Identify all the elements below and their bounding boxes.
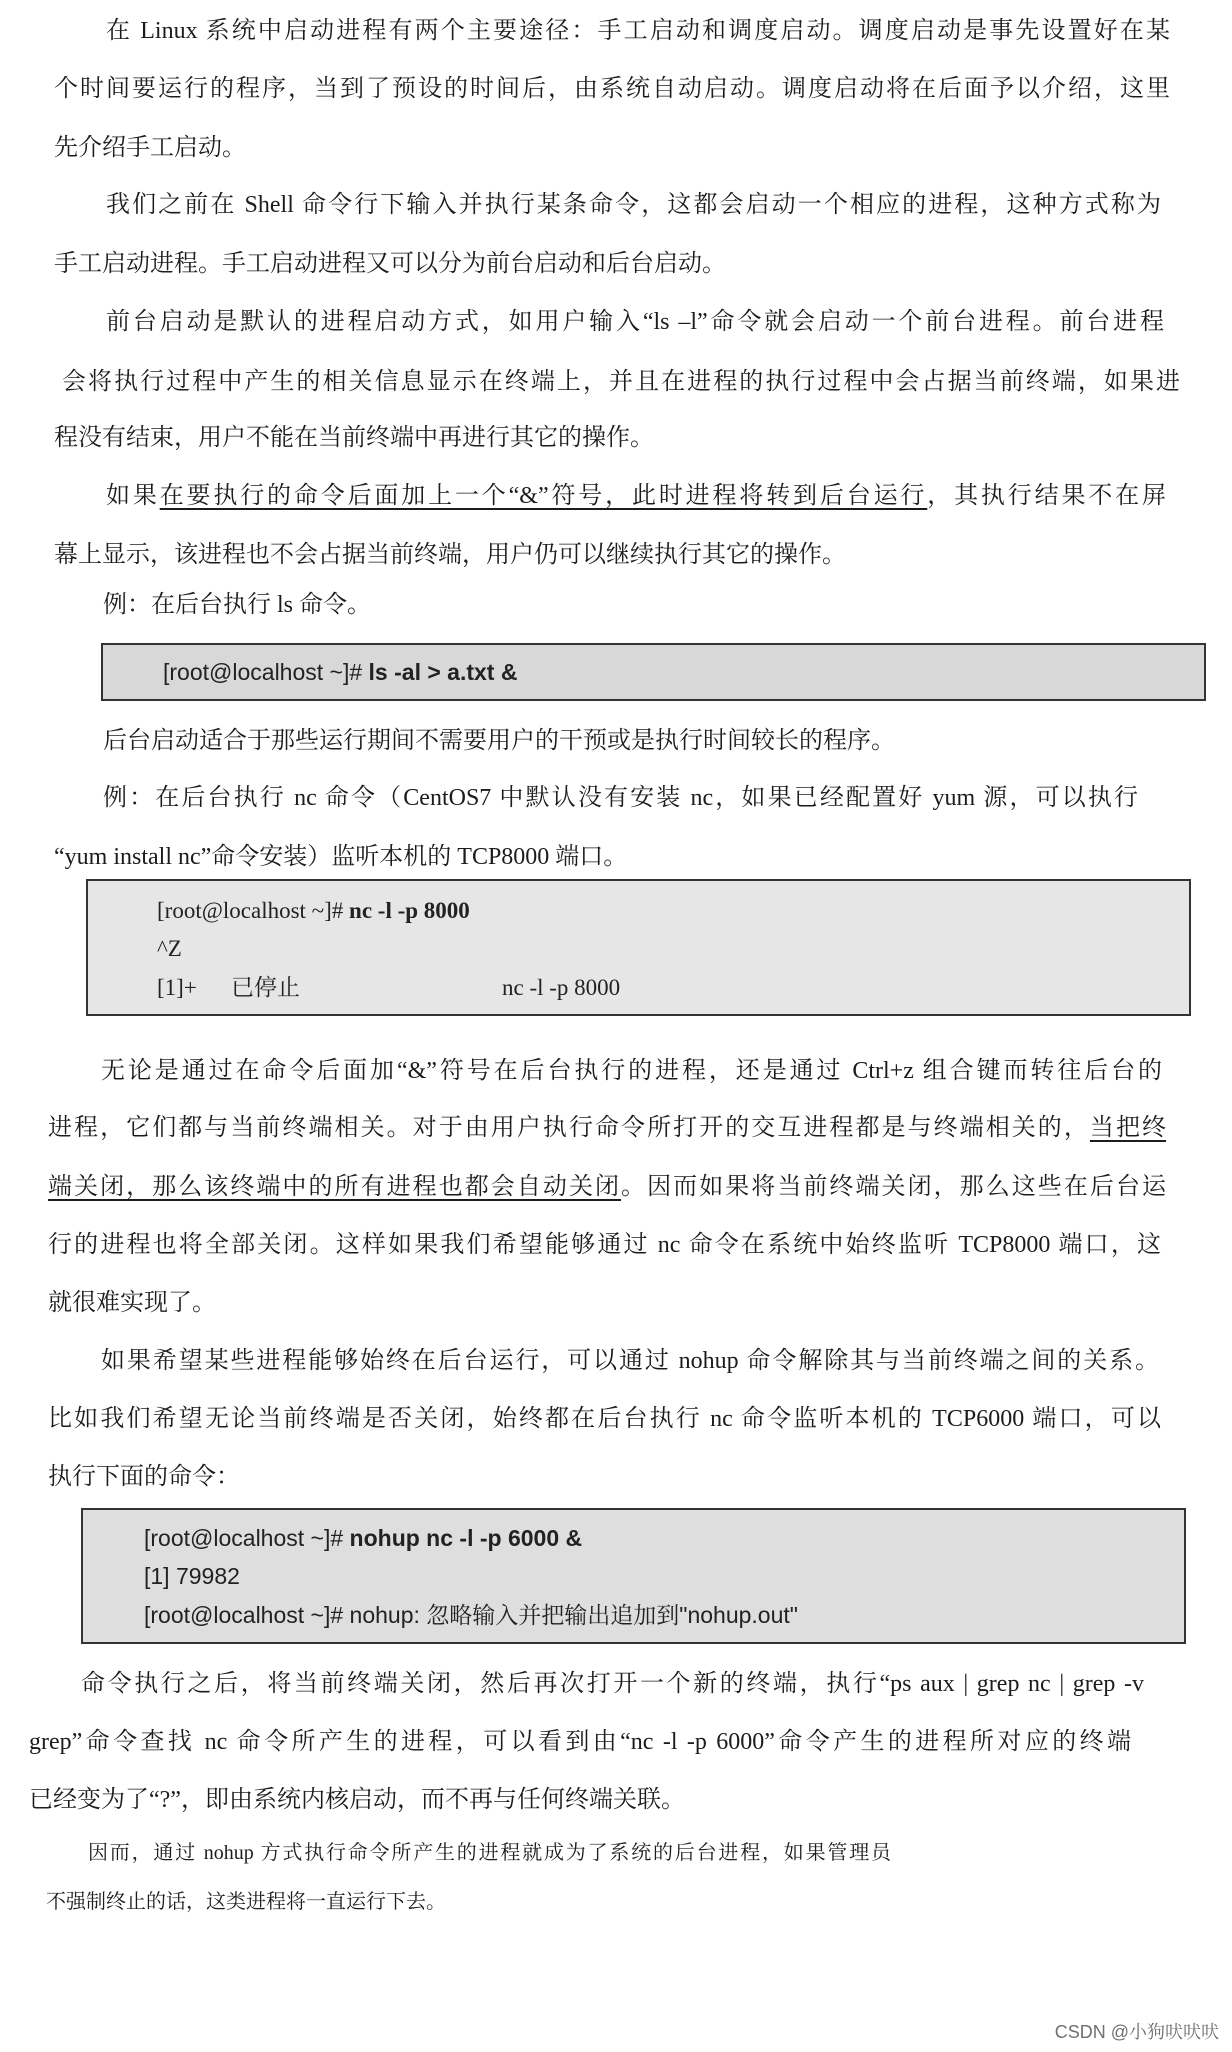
background-use-line: 后台启动适合于那些运行期间不需要用户的干预或是执行时间较长的程序。 (103, 728, 895, 754)
terminal-relation-underlined-end: 端关闭，那么该终端中的所有进程也都会自动关闭 (48, 1174, 622, 1200)
foreground-line-3: 程没有结束，用户不能在当前终端中再进行其它的操作。 (54, 425, 654, 451)
background-line-2: 幕上显示，该进程也不会占据当前终端，用户仍可以继续执行其它的操作。 (54, 542, 846, 568)
code-ls-line (163, 658, 517, 686)
code-block-nohup (81, 1508, 1186, 1644)
terminal-relation-line-3-after: 。因而如果将当前终端关闭，那么这些在后台运 (621, 1174, 1166, 1200)
shell-prompt: [root@localhost ~]# (157, 898, 344, 923)
terminal-relation-line-1: 无论是通过在命令后面加“&”符号在后台执行的进程，还是通过 Ctrl+z 组合键而转往后台的 (101, 1058, 1162, 1084)
code-nc-line-2: ^Z (157, 936, 182, 961)
code-block-ls (101, 643, 1206, 701)
conclusion-line-2: 不强制终止的话，这类进程将一直运行下去。 (46, 1891, 446, 1913)
code-nc-line-1 (157, 897, 470, 925)
nohup-intro-line-1: 如果希望某些进程能够始终在后台运行，可以通过 nohup 命令解除其与当前终端之间的关系。 (101, 1348, 1159, 1374)
intro-line-3: 先介绍手工启动。 (54, 135, 246, 161)
terminal-relation-line-4: 行的进程也将全部关闭。这样如果我们希望能够通过 nc 命令在系统中始终监听 TCP8000 端口，这 (48, 1232, 1161, 1258)
foreground-line-2: 会将执行过程中产生的相关信息显示在终端上，并且在进程的执行过程中会占据当前终端，如果进 (62, 369, 1180, 395)
after-close-line-1: 命令执行之后，将当前终端关闭，然后再次打开一个新的终端，执行“ps aux | grep nc | grep -v (81, 1671, 1144, 1697)
example-ls-caption: 例：在后台执行 ls 命令。 (103, 592, 372, 618)
nohup-intro-line-2: 比如我们希望无论当前终端是否关闭，始终都在后台执行 nc 命令监听本机的 TCP6000 端口，可以 (48, 1406, 1161, 1432)
manual-start-line-2: 手工启动进程。手工启动进程又可以分为前台启动和后台启动。 (54, 251, 726, 277)
csdn-watermark: CSDN @小狗吠吠吠 (1054, 2022, 1219, 2042)
code-nohup-line-2: [1] 79982 (144, 1563, 240, 1589)
background-line-1-after: ，其执行结果不在屏 (927, 483, 1166, 509)
shell-prompt: [root@localhost ~]# (144, 1602, 344, 1628)
nohup-intro-line-3: 执行下面的命令： (48, 1464, 240, 1490)
foreground-line-1: 前台启动是默认的进程启动方式，如用户输入“ls –l”命令就会启动一个前台进程。前台进程 (106, 309, 1164, 335)
code-nohup-line-3 (144, 1601, 798, 1629)
background-line-1 (106, 480, 1166, 512)
terminal-relation-line-3 (48, 1171, 1166, 1203)
after-close-line-3: 已经变为了“?”，即由系统内核启动，而不再与任何终端关联。 (29, 1787, 685, 1813)
code-nc-job-command: nc -l -p 8000 (502, 975, 621, 1000)
after-close-line-2: grep”命令查找 nc 命令所产生的进程，可以看到由“nc -l -p 6000”命令产生的进程所对应的终端 (29, 1729, 1131, 1755)
code-nohup-line-1 (144, 1524, 582, 1552)
example-nc-line-2: “yum install nc”命令安装）监听本机的 TCP8000 端口。 (54, 844, 628, 870)
example-nc-line-1: 例：在后台执行 nc 命令（CentOS7 中默认没有安装 nc，如果已经配置好 yum 源，可以执行 (103, 785, 1138, 811)
conclusion-line-1: 因而，通过 nohup 方式执行命令所产生的进程就成为了系统的后台进程，如果管理员 (88, 1842, 891, 1864)
background-line-1-before: 如果 (106, 483, 160, 509)
shell-prompt: [root@localhost ~]# (144, 1525, 344, 1551)
shell-command: ls -al > a.txt & (368, 659, 518, 685)
shell-command: nohup nc -l -p 6000 & (349, 1525, 583, 1551)
terminal-relation-underlined-start: 当把终 (1089, 1115, 1167, 1141)
terminal-relation-line-2-before: 进程，它们都与当前终端相关。对于由用户执行命令所打开的交互进程都是与终端相关的， (48, 1115, 1090, 1141)
shell-output-message: nohup: 忽略输入并把输出追加到"nohup.out" (349, 1602, 798, 1628)
shell-command: nc -l -p 8000 (349, 898, 470, 923)
terminal-relation-line-5: 就很难实现了。 (48, 1290, 216, 1316)
background-underlined-text: 在要执行的命令后面加上一个“&”符号，此时进程将转到后台运行 (159, 483, 928, 509)
code-nc-job-id: [1]+ (157, 975, 197, 1000)
intro-line-1: 在 Linux 系统中启动进程有两个主要途径：手工启动和调度启动。调度启动是事先设置好在某 (106, 18, 1170, 44)
code-nc-job-status: 已停止 (231, 975, 300, 1000)
manual-start-line-1: 我们之前在 Shell 命令行下输入并执行某条命令，这都会启动一个相应的进程，这种方式称为 (106, 192, 1161, 218)
terminal-relation-line-2 (48, 1112, 1166, 1144)
shell-prompt: [root@localhost ~]# (163, 659, 363, 685)
code-block-nc (86, 879, 1191, 1016)
intro-line-2: 个时间要运行的程序，当到了预设的时间后，由系统自动启动。调度启动将在后面予以介绍，这里 (54, 76, 1170, 102)
